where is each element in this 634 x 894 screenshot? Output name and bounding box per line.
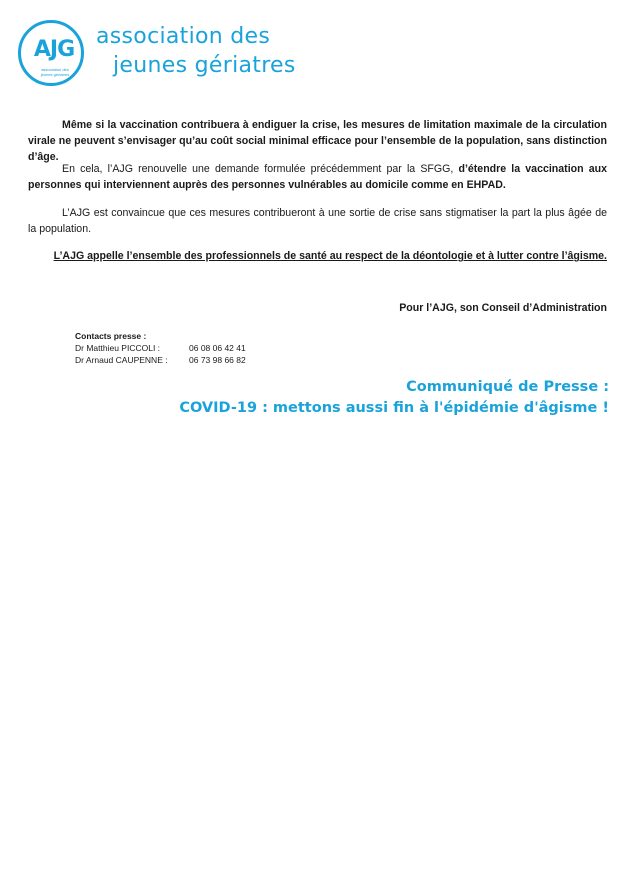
press-release-title — [179, 377, 609, 419]
paragraph-1: Même si la vaccination contribuera à endiguer la crise, les mesures de limitation maximale de la circulation virale ne peuvent s’envisager qu’au coût social minimal efficace pour l’ensemble de la population, sans distinction d’âge. — [28, 119, 607, 163]
paragraph-2-normal: En cela, l’AJG renouvelle une demande formulée précédemment par la SFGG, — [62, 163, 459, 175]
paragraph-2-bold: d’étendre la vaccination aux personnes qui interviennent auprès des personnes vulnérables au domicile comme en EHPAD. — [28, 163, 607, 191]
paragraph-3: L’AJG est convaincue que ces mesures contribueront à une sortie de crise sans stigmatiser la part la plus âgée de la population. — [28, 207, 607, 235]
press-line-1: Communiqué de Presse : — [406, 379, 609, 395]
org-name-line2: jeunes gériatres — [113, 53, 296, 78]
contacts — [75, 330, 246, 366]
logo-small-text: association des jeunes gériatres — [40, 67, 70, 77]
org-name-line1: association des — [96, 24, 271, 49]
logo-letters: AJG — [33, 37, 75, 62]
logo-circle — [18, 20, 84, 86]
contact-row — [75, 342, 246, 354]
contact-phone: 06 08 06 42 41 — [189, 343, 246, 353]
contact-name: Dr Matthieu PICCOLI : — [75, 343, 161, 353]
contacts-heading: Contacts presse : — [75, 331, 147, 341]
signature: Pour l’AJG, son Conseil d’Administration — [399, 302, 607, 314]
contact-phone: 06 73 98 66 82 — [189, 355, 246, 365]
contact-row — [75, 354, 246, 366]
org-name — [96, 22, 296, 80]
paragraph-4: L’AJG appelle l’ensemble des professionnels de santé au respect de la déontologie et à lutter contre l’âgisme. — [53, 250, 607, 262]
paragraph-2 — [28, 161, 607, 193]
press-line-2: COVID-19 : mettons aussi fin à l'épidémie d'âgisme ! — [179, 400, 609, 416]
contact-name: Dr Arnaud CAUPENNE : — [75, 355, 168, 365]
logo — [18, 20, 318, 92]
